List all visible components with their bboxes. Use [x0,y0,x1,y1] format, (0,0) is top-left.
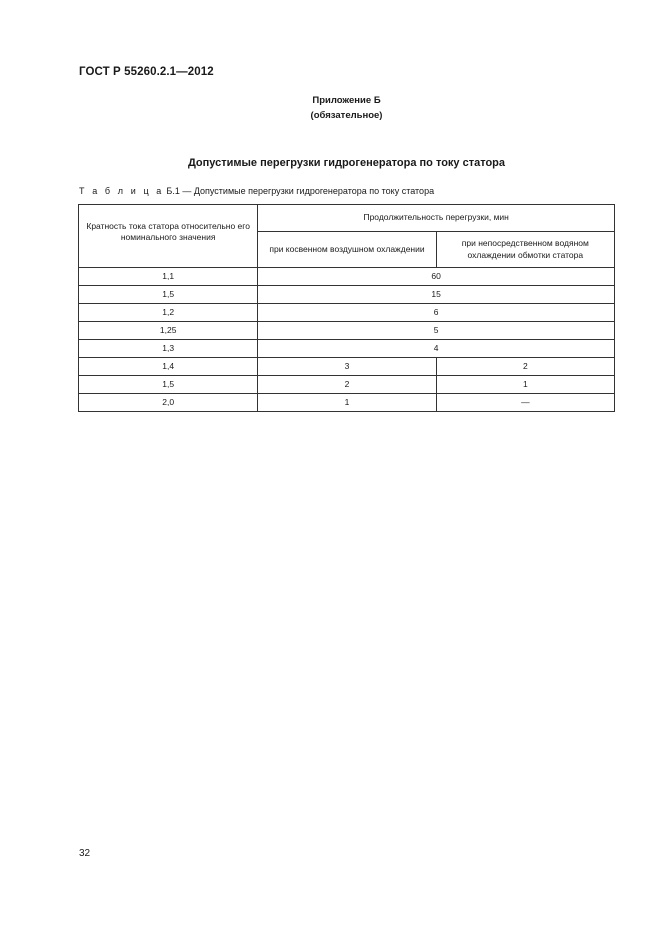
table-row [79,304,615,322]
indirect-duration-cell: 1 [258,394,436,412]
page-number: 32 [79,848,91,859]
table-caption-text: Б.1 — Допустимые перегрузки гидрогенератора по току статора [163,186,435,196]
ratio-cell: 1,1 [79,268,258,286]
table-row [79,376,615,394]
ratio-cell: 1,5 [79,376,258,394]
indirect-duration-cell: 3 [258,358,436,376]
table-row [79,340,615,358]
ratio-cell: 1,25 [79,322,258,340]
column-header-ratio: Кратность тока статора относительно его номинального значения [79,205,258,268]
column-header-duration: Продолжительность перегрузки, мин [258,205,615,232]
direct-duration-cell: — [436,394,614,412]
table-row [79,394,615,412]
column-header-indirect-air: при косвенном воздушном охлаждении [258,232,436,268]
appendix-status: (обязательное) [310,110,383,121]
overload-table [78,204,615,412]
table-row [79,322,615,340]
table-caption [79,186,434,196]
column-header-direct-water: при непосредственном водяном охлаждении обмотки статора [436,232,614,268]
section-title: Допустимые перегрузки гидрогенератора по току статора [187,157,506,169]
duration-cell: 6 [258,304,615,322]
direct-duration-cell: 2 [436,358,614,376]
ratio-cell: 1,5 [79,286,258,304]
duration-cell: 5 [258,322,615,340]
table-row [79,358,615,376]
table-row [79,268,615,286]
table-caption-prefix: Т а б л и ц а [79,186,164,196]
duration-cell: 60 [258,268,615,286]
ratio-cell: 1,2 [79,304,258,322]
ratio-cell: 1,3 [79,340,258,358]
document-code: ГОСТ Р 55260.2.1—2012 [79,66,214,78]
direct-duration-cell: 1 [436,376,614,394]
duration-cell: 4 [258,340,615,358]
ratio-cell: 1,4 [79,358,258,376]
duration-cell: 15 [258,286,615,304]
indirect-duration-cell: 2 [258,376,436,394]
ratio-cell: 2,0 [79,394,258,412]
table-row [79,286,615,304]
appendix-title: Приложение Б [312,95,381,106]
